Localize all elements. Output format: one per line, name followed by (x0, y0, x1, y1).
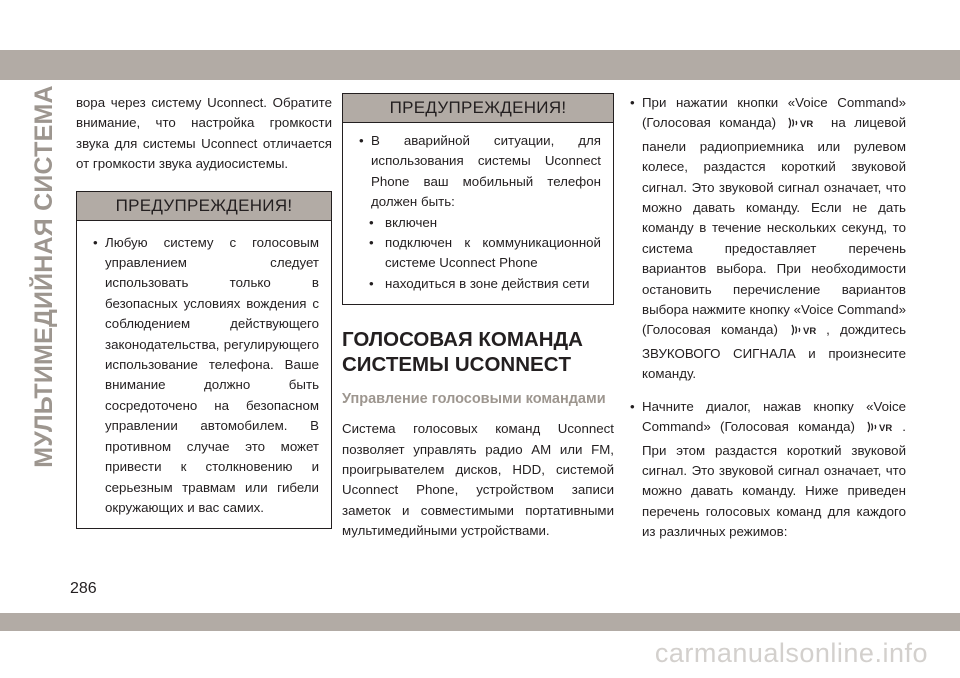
section-heading-line2: СИСТЕМЫ UCONNECT (342, 353, 572, 377)
condition-item: • подключен к коммуникационной системе Uconnect Phone (359, 233, 601, 274)
bullet-text: Начните диалог, нажав кнопку «Voice Command» (Голосовая команда) (642, 398, 906, 435)
bullet-text: на лицевой панели радиоприемника или рулевом колесе, раздастся короткий звуковой сигнал. Это звуковой сигнал означает, что можно давать команду. Если не дать команду в течение нескольких секунд, то система предоставляет перечень вариантов выбора. При необходимости остановить перечисление вариантов выбора нажмите кнопку «Voice Command» (Голосовая команда) (642, 115, 906, 338)
warning-box-middle (342, 93, 614, 305)
warning-body (77, 221, 331, 519)
condition-item: • включен (359, 213, 601, 233)
warning-body (343, 123, 613, 294)
bullet-text: . При этом раздастся короткий звуковой сигнал. Это звуковой сигнал означает, что можно давать команду. Ниже приведен перечень голосовых команд для каждого из различных режимов: (642, 419, 906, 540)
voice-command-icon (790, 323, 824, 343)
instruction-bullet (630, 397, 906, 543)
section-heading-line1: ГОЛОСОВАЯ КОМАНДА (342, 328, 583, 352)
intro-paragraph: вора через систему Uconnect. Обратите внимание, что настройка громкости звука для системы Uconnect отличается от громкости звука аудиосистемы. (76, 95, 332, 172)
page-number: 286 (70, 580, 97, 597)
warning-bullet: • В аварийной ситуации, для использования системы Uconnect Phone ваш мобильный телефон должен быть: (359, 131, 601, 213)
subheading: Управление голосовыми командами (342, 391, 606, 408)
warning-title: ПРЕДУПРЕЖДЕНИЯ! (77, 192, 331, 221)
section-side-title (24, 84, 64, 468)
side-title-text: МУЛЬТИМЕДИЙНАЯ СИСТЕМА (29, 84, 58, 468)
body-paragraph: Система голосовых команд Uconnect позволяет управлять радио AM или FM, проигрывателем дисков, HDD, системой Uconnect Phone, устройством записи заметок и совместимыми портативными мультимедийными устройствами. (342, 421, 614, 539)
header-band (0, 50, 960, 80)
top-margin (0, 0, 960, 50)
voice-command-icon (866, 420, 900, 440)
warning-box-left (76, 191, 332, 530)
svg-text:VR: VR (879, 423, 893, 435)
column-right (630, 93, 906, 543)
condition-item: • находиться в зоне действия сети (359, 274, 601, 294)
section-heading (342, 327, 614, 377)
column-middle (342, 93, 614, 542)
svg-text:VR: VR (799, 119, 813, 131)
footer-band (0, 613, 960, 631)
column-left (76, 93, 332, 529)
bullet-text: , дождитесь ЗВУКОВОГО СИГНАЛА и произнесите команду. (642, 322, 907, 382)
warning-title: ПРЕДУПРЕЖДЕНИЯ! (343, 94, 613, 123)
bullet-text: При нажатии кнопки «Voice Command» (Голосовая команда) (642, 95, 906, 131)
instruction-bullet (630, 93, 906, 385)
voice-command-icon (787, 116, 821, 136)
svg-text:VR: VR (803, 326, 817, 338)
watermark: carmanualsonline.info (654, 638, 928, 668)
warning-bullet: • Любую систему с голосовым управлением следует использовать только в безопасных условиях вождения с соблюдением действующего законодательства, регулирующего использование телефона. Ваше внимание должно быть сосредоточено на безопасном управлении автомобилем. В противном случае это может привести к столкновению и серьезным травмам или гибели окружающих и вас самих. (93, 233, 319, 519)
